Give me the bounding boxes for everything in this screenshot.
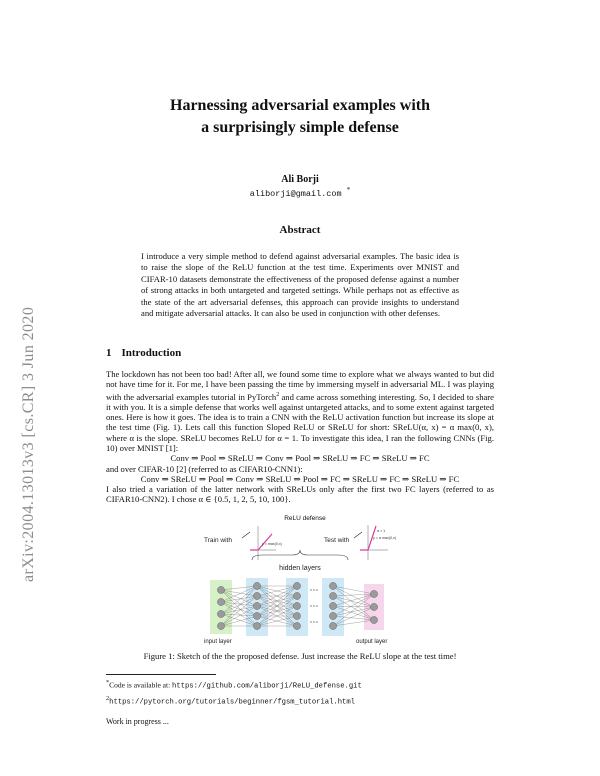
relu-test-plot <box>360 525 396 560</box>
abstract-body: I introduce a very simple method to defend against adversarial examples. The basic idea is to raise the slope of the ReLU function at the test time. Experiments over MNIST and CIFAR-10 datasets demonstrate the effectiveness of the proposed defense against a number of strong attacks in both untargeted and targeted settings. While perhaps not as effective as the state of the art adversarial defenses, this approach can provide insights to understand and mitigate adversarial attacks. It can also be used in conjunction with other defenses. <box>141 251 459 319</box>
title-line-1: Harnessing adversarial examples with <box>170 97 430 114</box>
input-layer-label: input layer <box>204 639 232 645</box>
defense-diagram <box>200 522 400 647</box>
section-number: 1 <box>106 347 112 359</box>
intro-paragraph-2: I also tried a variation of the latter network with SReLUs only after the first two FC layers (referred to as CIFAR10-CNN2). I chose α ∈ {0.5, 1, 2, 5, 10, 100}. <box>106 484 494 505</box>
arch-connector: and over CIFAR-10 [2] (referred to as CIFAR10-CNN1): <box>106 463 303 474</box>
test-condition-label: α > 1 <box>377 529 386 533</box>
paper-title <box>100 95 500 139</box>
arxiv-stamp: arXiv:2004.13013v3 [cs.CR] 3 Jun 2020 <box>20 306 37 582</box>
intro-text-a: The lockdown has not been too bad! After all, we found some time to explore what we always wanted to but did not have time for it. For me, I have been passing the time by immersing myself in adversarial ML. I was playing with the adversarial examples tutorial in PyTorch <box>106 369 494 402</box>
footnote-1-text: Code is available at: <box>109 680 173 690</box>
title-line-2: a surprisingly simple defense <box>201 119 399 136</box>
architecture-cifar: Conv ⇒ SReLU ⇒ Pool ⇒ Conv ⇒ SReLU ⇒ Pool ⇒ FC ⇒ SReLU ⇒ FC ⇒ SReLU ⇒ FC <box>140 473 460 484</box>
intro-text-b: and came across something interesting. So, I decided to share it with you. It is a simple defense that works well against untargeted attacks, and to some extent against targeted ones. Here is how it goes. The idea is to train a CNN with the ReLU activation function but increase its slope at the test time (Fig. 1). Lets call this function Sloped ReLU or SReLU for short: SReLU(α, x) = α max(0, x), where α is the slope. SReLU becomes ReLU for α = 1. To investigate this idea, I ran the following CNNs (Fig. 10) over MNIST [1]: <box>106 391 494 453</box>
footnote-2-mark: 2 <box>106 694 110 702</box>
hidden-layers-label: hidden layers <box>279 565 321 572</box>
email-text: aliborji@gmail.com <box>249 188 342 199</box>
hidden-layers-brace <box>252 550 348 560</box>
footnotes <box>106 677 494 708</box>
train-function-label: y = max(0,x) <box>262 542 282 546</box>
introduction-body <box>106 369 494 505</box>
email-footnote-mark: * <box>346 186 351 194</box>
author-name: Ali Borji <box>281 174 319 185</box>
figure-title: ReLU defense <box>284 515 326 522</box>
test-label: Test with <box>324 537 350 544</box>
architecture-mnist: Conv ⇒ Pool ⇒ SReLU ⇒ Conv ⇒ Pool ⇒ SReLU ⇒ FC ⇒ SReLU ⇒ FC <box>170 453 430 464</box>
footnote-2 <box>106 693 494 709</box>
test-arrow-to-plot <box>354 532 362 538</box>
figure-caption: Figure 1: Sketch of the the proposed defense. Just increase the ReLU slope at the test time! <box>143 651 457 661</box>
abstract-heading: Abstract <box>279 224 321 236</box>
tutorial-link[interactable]: https://pytorch.org/tutorials/beginner/fgsm_tutorial.html <box>109 698 355 706</box>
layer-ellipsis <box>310 589 317 622</box>
author-email <box>100 186 500 199</box>
section-title: Introduction <box>121 347 182 359</box>
test-function-label: y = α max(0,x) <box>373 536 396 540</box>
footnote-1 <box>106 677 494 693</box>
train-label: Train with <box>204 537 232 544</box>
footnote-1-mark: * <box>106 679 110 686</box>
footnote-ref-2: 2 <box>276 391 280 398</box>
intro-paragraph-1 <box>106 369 494 453</box>
work-status: Work in progress ... <box>106 717 169 726</box>
network-nodes <box>217 582 377 629</box>
output-layer-label: output layer <box>356 639 388 645</box>
section-heading <box>106 347 181 359</box>
train-arrow-to-plot <box>242 532 250 538</box>
code-link[interactable]: https://github.com/aliborji/ReLU_defense.git <box>172 682 362 691</box>
footnote-rule <box>106 674 216 675</box>
